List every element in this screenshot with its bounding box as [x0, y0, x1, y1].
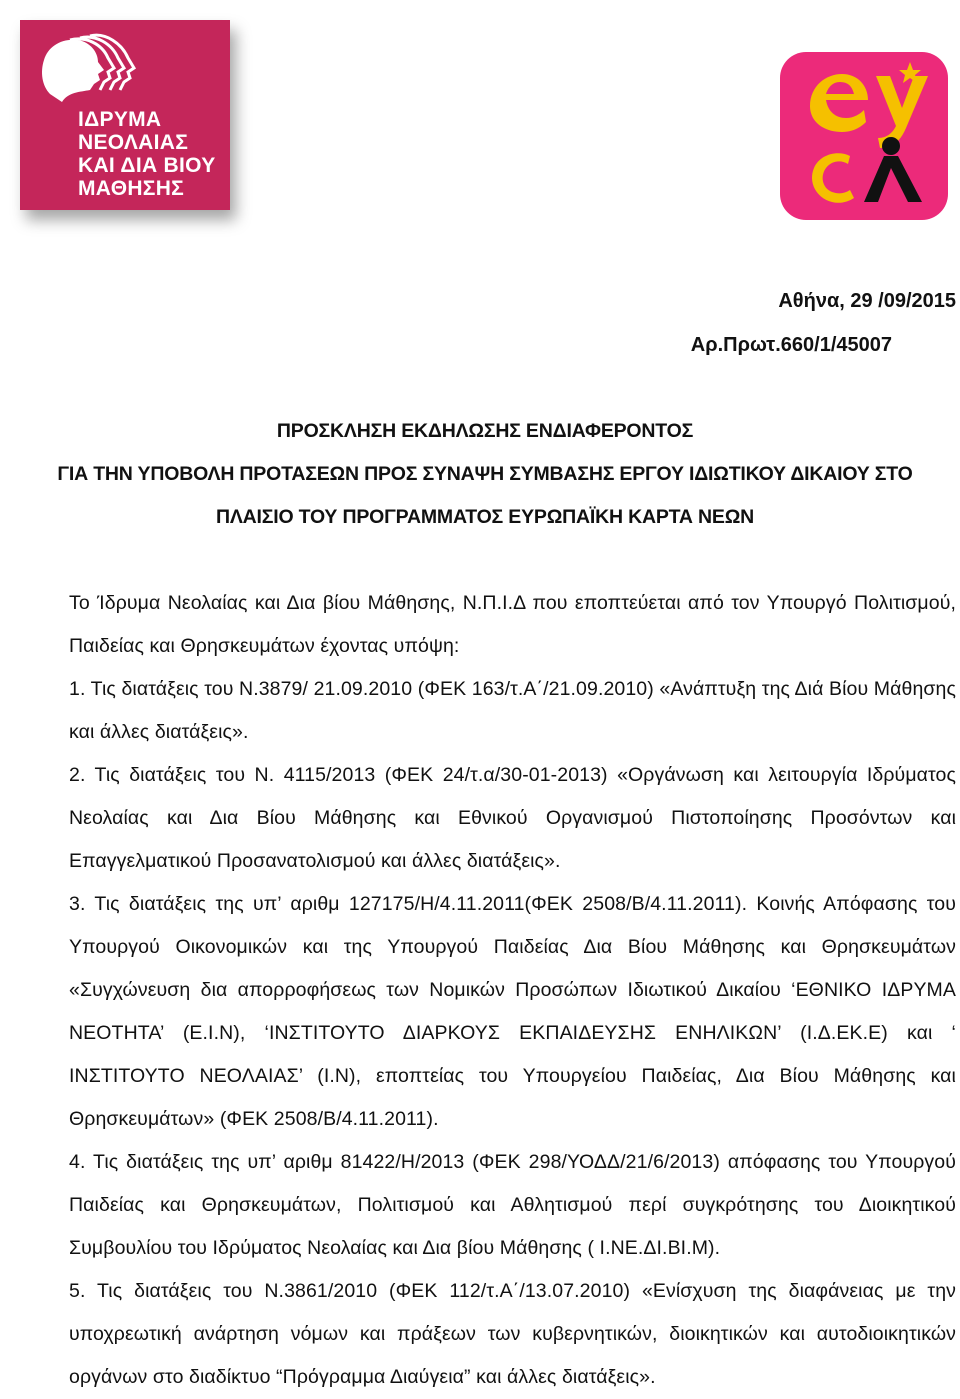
list-item: 4. Τις διατάξεις της υπ’ αριθμ 81422/Η/2013 (ΦΕΚ 298/ΥΟΔΔ/21/6/2013) απόφασης του Υπουργού Παιδείας και Θρησκευμάτων, Πολιτισμού και Αθλητισμού περί συγκρότησης του Διοικητικού Συμβουλίου του Ιδρύματος Νεολαίας και Δια βίου Μάθησης ( Ι.ΝΕ.ΔΙ.ΒΙ.Μ).	[69, 1151, 956, 1259]
faces-silhouette-icon	[28, 28, 138, 108]
list-item: 5. Τις διατάξεις του Ν.3861/2010 (ΦΕΚ 112/τ.Α΄/13.07.2010) «Ενίσχυση της διαφάνειας με την υποχρεωτική ανάρτηση νόμων και πράξεων των κυβερνητικών, διοικητικών και αυτοδιοικητικών οργάνων στο διαδίκτυο “Πρόγραμμα Διαύγεια” και άλλες διατάξεις».	[69, 1280, 956, 1388]
eyca-logo	[780, 52, 948, 220]
list-item: 2. Τις διατάξεις του Ν. 4115/2013 (ΦΕΚ 24/τ.α/30-01-2013) «Οργάνωση και λειτουργία Ιδρύματος Νεολαίας και Δια Βίου Μάθησης και Εθνικού Οργανισμού Πιστοποίησης Προσόντων και Επαγγελματικού Προσανατολισμού και άλλες διατάξεις».	[69, 764, 956, 872]
foundation-logo	[20, 20, 230, 210]
title-line-1: ΠΡΟΣΚΛΗΣΗ ΕΚΔΗΛΩΣΗΣ ΕΝΔΙΑΦΕΡΟΝΤΟΣ	[276, 420, 694, 442]
document-title	[40, 410, 930, 539]
document-date: Αθήνα, 29 /09/2015	[778, 290, 956, 312]
title-line-3: ΠΛΑΙΣΙΟ ΤΟΥ ΠΡΟΓΡΑΜΜΑΤΟΣ ΕΥΡΩΠΑΪΚΗ ΚΑΡΤΑ ΝΕΩΝ	[215, 506, 755, 528]
list-item: 1. Τις διατάξεις του Ν.3879/ 21.09.2010 (ΦΕΚ 163/τ.Α΄/21.09.2010) «Ανάπτυξη της Διά Βίου Μάθησης και άλλες διατάξεις».	[69, 678, 956, 743]
document-body	[69, 582, 956, 1399]
intro-paragraph: Το Ίδρυμα Νεολαίας και Δια βίου Μάθησης, Ν.Π.Ι.Δ που εποπτεύεται από τον Υπουργό Πολιτισμού, Παιδείας και Θρησκευμάτων έχοντας υπόψη:	[69, 592, 956, 657]
title-line-2: ΓΙΑ ΤΗΝ ΥΠΟΒΟΛΗ ΠΡΟΤΑΣΕΩΝ ΠΡΟΣ ΣΥΝΑΨΗ ΣΥΜΒΑΣΗΣ ΕΡΓΟΥ ΙΔΙΩΤΙΚΟΥ ΔΙΚΑΙΟΥ ΣΤΟ	[57, 463, 913, 485]
protocol-number: Αρ.Πρωτ.660/1/45007	[690, 334, 892, 356]
list-item: 3. Τις διατάξεις της υπ’ αριθμ 127175/Η/4.11.2011(ΦΕΚ 2508/Β/4.11.2011). Κοινής Απόφασης του Υπουργού Οικονομικών και της Υπουργού Παιδείας Δια Βίου Μάθησης και Θρησκευμάτων «Συγχώνευση δια απορροφήσεως των Νομικών Προσώπων Ιδιωτικού Δικαίου ‘ΕΘΝΙΚΟ ΙΔΡΥΜΑ ΝΕΟΤΗΤΑ’ (Ε.Ι.Ν), ‘ΙΝΣΤΙΤΟΥΤΟ ΔΙΑΡΚΟΥΣ ΕΚΠΑΙΔΕΥΣΗΣ ΕΝΗΛΙΚΩΝ’ (Ι.Δ.ΕΚ.Ε) και ‘ ΙΝΣΤΙΤΟΥΤΟ ΝΕΟΛΑΙΑΣ’ (Ι.Ν), εποπτείας του Υπουργείου Παιδείας, Δια Βίου Μάθησης και Θρησκευμάτων» (ΦΕΚ 2508/Β/4.11.2011).	[69, 893, 956, 1130]
foundation-logo-text: ΙΔΡΥΜΑ ΝΕΟΛΑΙΑΣ ΚΑΙ ΔΙΑ ΒΙΟΥ ΜΑΘΗΣΗΣ	[78, 108, 216, 200]
